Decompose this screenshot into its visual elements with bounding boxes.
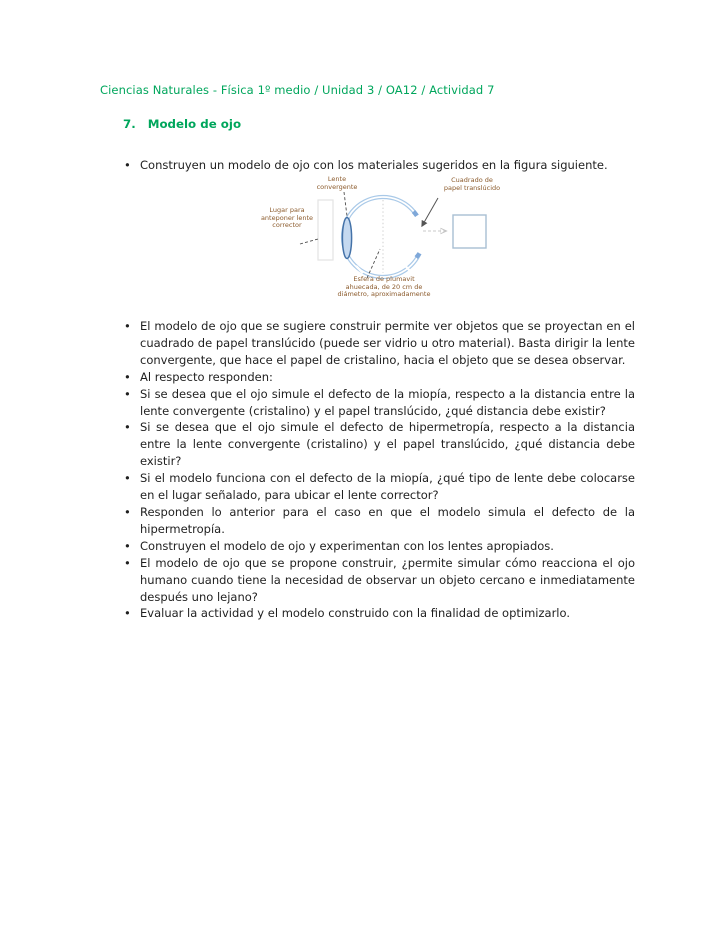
section-number: 7. xyxy=(123,117,136,131)
corrector-lens-area xyxy=(318,200,333,260)
list-item: • Responden lo anterior para el caso en que el modelo simula el defecto de la hipermetropía. xyxy=(123,504,635,538)
list-item: • El modelo de ojo que se propone construir, ¿permite simular cómo reacciona el ojo humano cuando tiene la necesidad de observar un objeto cercano e inmediatamente después uno lejano? xyxy=(123,555,635,606)
list-item: • Si se desea que el ojo simule el defecto de hipermetropía, respecto a la distancia entre la lente convergente (cristalino) y el papel translúcido, ¿qué distancia debe existir? xyxy=(123,419,635,470)
list-item: • Evaluar la actividad y el modelo construido con la finalidad de optimizarlo. xyxy=(123,605,635,622)
screen-pointer-arrow xyxy=(422,198,438,226)
lens-leader-line xyxy=(344,192,347,216)
breadcrumb: Ciencias Naturales - Física 1º medio / Unidad 3 / OA12 / Actividad 7 xyxy=(100,83,495,97)
screen-label: Cuadrado de papel translúcido xyxy=(443,176,501,192)
eye-model-figure xyxy=(250,172,500,312)
list-item: • Construyen un modelo de ojo con los materiales sugeridos en la figura siguiente. xyxy=(123,157,635,174)
list-item: • Si el modelo funciona con el defecto de la miopía, ¿qué tipo de lente debe colocarse en el lugar señalado, para ubicar el lente corrector? xyxy=(123,470,635,504)
list-item: • Si se desea que el ojo simule el defecto de la miopía, respecto a la distancia entre la lente convergente (cristalino) y el papel translúcido, ¿qué distancia debe existir? xyxy=(123,386,635,420)
section-title-text: Modelo de ojo xyxy=(147,117,242,131)
list-item: • Al respecto responden: xyxy=(123,369,635,386)
list-item: • El modelo de ojo que se sugiere construir permite ver objetos que se proyectan en el cuadrado de papel translúcido (puede ser vidrio u otro material). Basta dirigir la lente convergente, que hace el papel de cristalino, hacia el objeto que se desea observar. xyxy=(123,318,635,369)
list-item: • Construyen el modelo de ojo y experimentan con los lentes apropiados. xyxy=(123,538,635,555)
translucent-paper-square xyxy=(453,215,486,248)
lens-label: Lente convergente xyxy=(316,175,358,191)
sphere-label: Esfera de plumavit ahuecada, de 20 cm de diámetro, aproximadamente xyxy=(337,275,431,299)
convergent-lens xyxy=(342,218,351,259)
corrector-leader-line xyxy=(300,239,318,244)
corrector-label: Lugar para anteponer lente corrector xyxy=(260,206,314,230)
activity-bullet-list xyxy=(123,318,635,622)
section-title xyxy=(123,117,241,131)
